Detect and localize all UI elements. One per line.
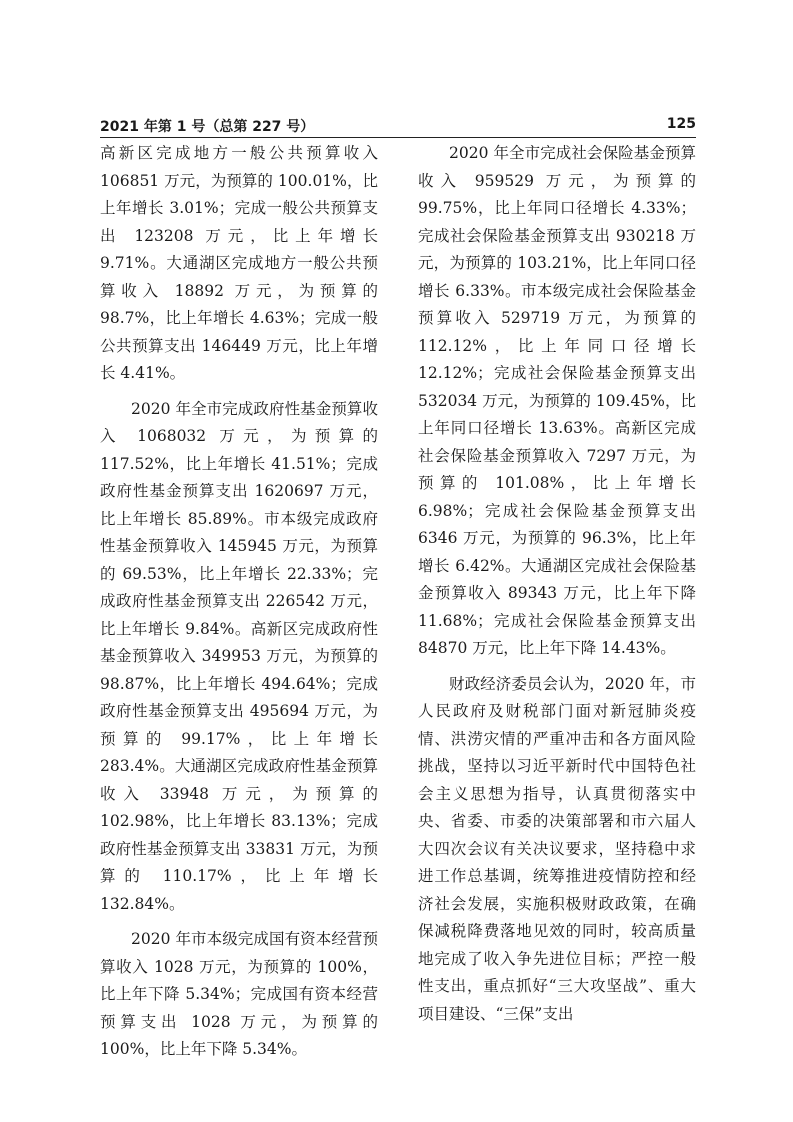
left-column: [100, 140, 378, 1072]
paragraph: 财政经济委员会认为，2020 年，市人民政府及财税部门面对新冠肺炎疫情、洪涝灾情的严重冲击和各方面风险挑战，坚持以习近平新时代中国特色社会主义思想为指导，认真贯彻落实中央、省委、市委的决策部署和市六届人大四次会议有关决议要求，坚持稳中求进工作总基调，统筹推进疫情防控和经济社会发展，实施积极财政政策，在确保减税降费落地见效的同时，较高质量地完成了收入争先进位目标；严控一般性支出，重点抓好“三大攻坚战”、重大项目建设、“三保”支出: [418, 674, 696, 1023]
right-column: [418, 140, 696, 1036]
paragraph: 2020 年全市完成政府性基金预算收入 1068032 万元，为预算的 117.52%，比上年增长 41.51%；完成政府性基金预算支出 1620697 万元，比上年增长 85.89%。市本级完成政府性基金预算收入 145945 万元，为预算的 69.53%，比上年增长 22.33%；完成政府性基金预算支出 226542 万元，比上年增长 9.84%。高新区完成政府性基金预算收入 349953 万元，为预算的 98.87%，比上年增长 494.64%；完成政府性基金预算支出 495694 万元，为预算的 99.17%，比上年增长 283.4%。大通湖区完成政府性基金预算收入 33948 万元，为预算的 102.98%，比上年增长 83.13%；完成政府性基金预算支出 33831 万元，为预算的 110.17%，比上年增长 132.84%。: [100, 399, 378, 913]
page-header: [100, 113, 696, 137]
header-rule: [100, 137, 696, 138]
paragraph: 高新区完成地方一般公共预算收入 106851 万元，为预算的 100.01%，比上年增长 3.01%；完成一般公共预算支出 123208 万元，比上年增长 9.71%。大通湖区完成地方一般公共预算收入 18892 万元，为预算的 98.7%，比上年增长 4.63%；完成一般公共预算支出 146449 万元，比上年增长 4.41%。: [100, 144, 378, 382]
issue-label: 2021 年第 1 号（总第 227 号）: [100, 119, 315, 135]
paragraph: 2020 年全市完成社会保险基金预算收入 959529 万元，为预算的 99.75%，比上年同口径增长 4.33%；完成社会保险基金预算支出 930218 万元，为预算的 103.21%，比上年同口径增长 6.33%。市本级完成社会保险基金预算收入 529719 万元，为预算的 112.12%，比上年同口径增长 12.12%；完成社会保险基金预算支出 532034 万元，为预算的 109.45%，比上年同口径增长 13.63%。高新区完成社会保险基金预算收入 7297 万元，为预算的 101.08%，比上年增长 6.98%；完成社会保险基金预算支出 6346 万元，为预算的 96.3%，比上年增长 6.42%。大通湖区完成社会保险基金预算收入 89343 万元，比上年下降 11.68%；完成社会保险基金预算支出 84870 万元，比上年下降 14.43%。: [418, 144, 696, 657]
page-number: 125: [666, 116, 696, 132]
paragraph: 2020 年市本级完成国有资本经营预算收入 1028 万元，为预算的 100%，比上年下降 5.34%；完成国有资本经营预算支出 1028 万元，为预算的 100%，比上年下降 5.34%。: [100, 930, 378, 1058]
